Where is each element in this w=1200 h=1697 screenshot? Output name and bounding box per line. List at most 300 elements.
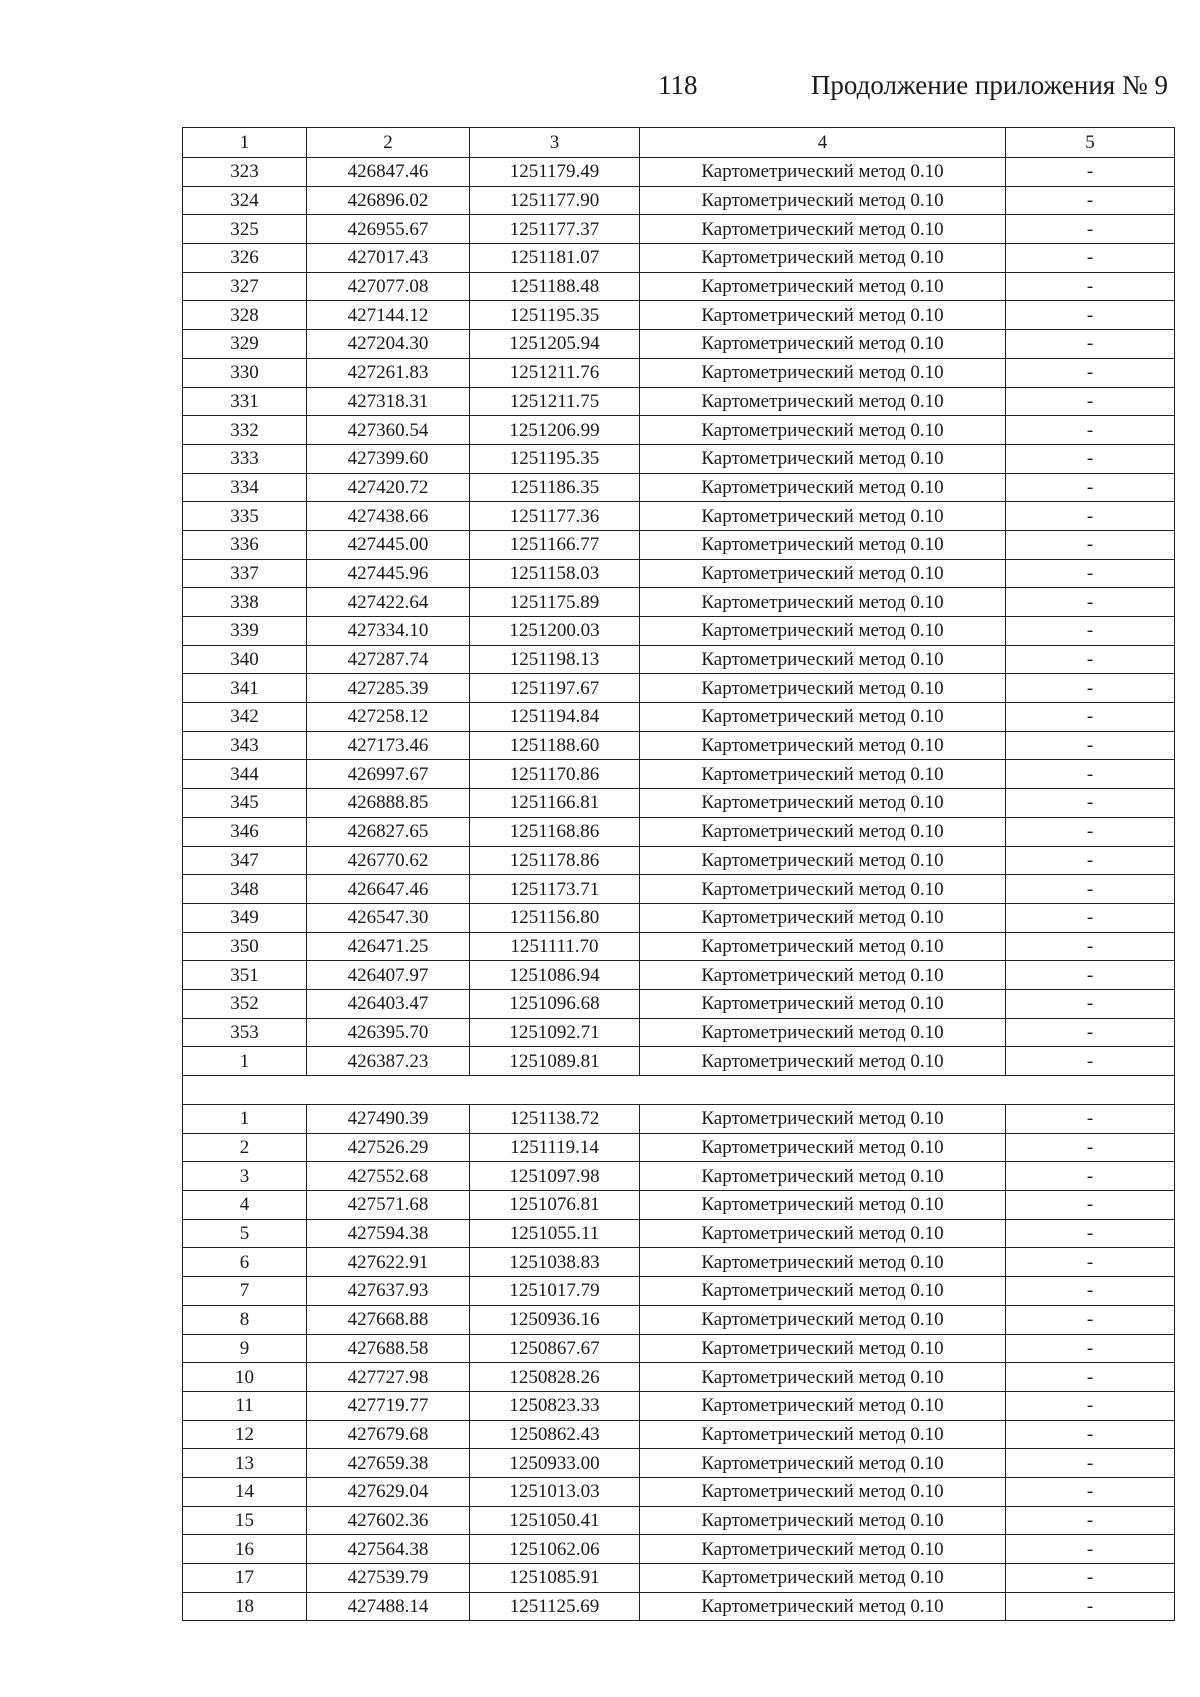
- table-row: [183, 1334, 1175, 1363]
- method-cell: Картометрический метод 0.10: [640, 330, 1006, 359]
- point-number-cell: 352: [183, 989, 307, 1018]
- point-number-cell: 339: [183, 617, 307, 646]
- point-number-cell: 344: [183, 760, 307, 789]
- x-coordinate-cell: 427445.96: [307, 559, 470, 588]
- method-cell: Картометрический метод 0.10: [640, 1592, 1006, 1621]
- point-number-cell: 328: [183, 301, 307, 330]
- mark-cell: -: [1006, 1477, 1175, 1506]
- point-number-cell: 334: [183, 473, 307, 502]
- y-coordinate-cell: 1250828.26: [470, 1363, 640, 1392]
- x-coordinate-cell: 427526.29: [307, 1133, 470, 1162]
- y-coordinate-cell: 1251038.83: [470, 1248, 640, 1277]
- x-coordinate-cell: 427659.38: [307, 1449, 470, 1478]
- table-row: [183, 1363, 1175, 1392]
- x-coordinate-cell: 426471.25: [307, 932, 470, 961]
- mark-cell: -: [1006, 1592, 1175, 1621]
- point-number-cell: 15: [183, 1506, 307, 1535]
- mark-cell: -: [1006, 502, 1175, 531]
- y-coordinate-cell: 1251211.76: [470, 358, 640, 387]
- x-coordinate-cell: 427668.88: [307, 1305, 470, 1334]
- method-cell: Картометрический метод 0.10: [640, 674, 1006, 703]
- table-row: [183, 1391, 1175, 1420]
- table-row: [183, 846, 1175, 875]
- mark-cell: -: [1006, 1219, 1175, 1248]
- method-cell: Картометрический метод 0.10: [640, 301, 1006, 330]
- y-coordinate-cell: 1251181.07: [470, 244, 640, 273]
- y-coordinate-cell: 1251205.94: [470, 330, 640, 359]
- x-coordinate-cell: 427334.10: [307, 617, 470, 646]
- x-coordinate-cell: 426888.85: [307, 789, 470, 818]
- table-row: [183, 932, 1175, 961]
- x-coordinate-cell: 427488.14: [307, 1592, 470, 1621]
- method-cell: Картометрический метод 0.10: [640, 158, 1006, 187]
- y-coordinate-cell: 1251158.03: [470, 559, 640, 588]
- method-cell: Картометрический метод 0.10: [640, 473, 1006, 502]
- method-cell: Картометрический метод 0.10: [640, 1564, 1006, 1593]
- mark-cell: -: [1006, 875, 1175, 904]
- point-number-cell: 341: [183, 674, 307, 703]
- x-coordinate-cell: 426547.30: [307, 903, 470, 932]
- x-coordinate-cell: 427629.04: [307, 1477, 470, 1506]
- y-coordinate-cell: 1251211.75: [470, 387, 640, 416]
- point-number-cell: 1: [183, 1047, 307, 1076]
- y-coordinate-cell: 1251177.90: [470, 186, 640, 215]
- point-number-cell: 329: [183, 330, 307, 359]
- x-coordinate-cell: 426827.65: [307, 817, 470, 846]
- point-number-cell: 323: [183, 158, 307, 187]
- method-cell: Картометрический метод 0.10: [640, 617, 1006, 646]
- point-number-cell: 1: [183, 1105, 307, 1134]
- point-number-cell: 346: [183, 817, 307, 846]
- method-cell: Картометрический метод 0.10: [640, 1018, 1006, 1047]
- mark-cell: -: [1006, 1162, 1175, 1191]
- y-coordinate-cell: 1251197.67: [470, 674, 640, 703]
- mark-cell: -: [1006, 1363, 1175, 1392]
- table-row: [183, 502, 1175, 531]
- mark-cell: -: [1006, 1248, 1175, 1277]
- x-coordinate-cell: 426847.46: [307, 158, 470, 187]
- method-cell: Картометрический метод 0.10: [640, 760, 1006, 789]
- point-number-cell: 3: [183, 1162, 307, 1191]
- mark-cell: -: [1006, 1277, 1175, 1306]
- y-coordinate-cell: 1251085.91: [470, 1564, 640, 1593]
- y-coordinate-cell: 1251092.71: [470, 1018, 640, 1047]
- x-coordinate-cell: 426395.70: [307, 1018, 470, 1047]
- method-cell: Картометрический метод 0.10: [640, 645, 1006, 674]
- y-coordinate-cell: 1251062.06: [470, 1535, 640, 1564]
- method-cell: Картометрический метод 0.10: [640, 846, 1006, 875]
- point-number-cell: 17: [183, 1564, 307, 1593]
- y-coordinate-cell: 1250933.00: [470, 1449, 640, 1478]
- mark-cell: -: [1006, 1018, 1175, 1047]
- table-row: [183, 387, 1175, 416]
- mark-cell: -: [1006, 703, 1175, 732]
- point-number-cell: 347: [183, 846, 307, 875]
- x-coordinate-cell: 427622.91: [307, 1248, 470, 1277]
- mark-cell: -: [1006, 961, 1175, 990]
- mark-cell: -: [1006, 1506, 1175, 1535]
- column-header: 5: [1006, 128, 1175, 158]
- point-number-cell: 331: [183, 387, 307, 416]
- method-cell: Картометрический метод 0.10: [640, 502, 1006, 531]
- method-cell: Картометрический метод 0.10: [640, 387, 1006, 416]
- method-cell: Картометрический метод 0.10: [640, 186, 1006, 215]
- mark-cell: -: [1006, 789, 1175, 818]
- x-coordinate-cell: 426647.46: [307, 875, 470, 904]
- method-cell: Картометрический метод 0.10: [640, 530, 1006, 559]
- point-number-cell: 6: [183, 1248, 307, 1277]
- table-row: [183, 272, 1175, 301]
- point-number-cell: 10: [183, 1363, 307, 1392]
- y-coordinate-cell: 1251173.71: [470, 875, 640, 904]
- y-coordinate-cell: 1251097.98: [470, 1162, 640, 1191]
- x-coordinate-cell: 427594.38: [307, 1219, 470, 1248]
- mark-cell: -: [1006, 932, 1175, 961]
- mark-cell: -: [1006, 588, 1175, 617]
- mark-cell: -: [1006, 1133, 1175, 1162]
- point-number-cell: 8: [183, 1305, 307, 1334]
- table-row: [183, 186, 1175, 215]
- table-row: [183, 1477, 1175, 1506]
- y-coordinate-cell: 1251186.35: [470, 473, 640, 502]
- point-number-cell: 348: [183, 875, 307, 904]
- y-coordinate-cell: 1251188.48: [470, 272, 640, 301]
- y-coordinate-cell: 1251168.86: [470, 817, 640, 846]
- point-number-cell: 351: [183, 961, 307, 990]
- point-number-cell: 326: [183, 244, 307, 273]
- method-cell: Картометрический метод 0.10: [640, 1277, 1006, 1306]
- table-header-row: [183, 128, 1175, 158]
- table-row: [183, 875, 1175, 904]
- mark-cell: -: [1006, 760, 1175, 789]
- y-coordinate-cell: 1250823.33: [470, 1391, 640, 1420]
- method-cell: Картометрический метод 0.10: [640, 559, 1006, 588]
- table-row: [183, 617, 1175, 646]
- mark-cell: -: [1006, 1305, 1175, 1334]
- x-coordinate-cell: 427539.79: [307, 1564, 470, 1593]
- y-coordinate-cell: 1251188.60: [470, 731, 640, 760]
- x-coordinate-cell: 427287.74: [307, 645, 470, 674]
- coordinates-table-body: [183, 128, 1175, 1621]
- mark-cell: -: [1006, 731, 1175, 760]
- mark-cell: -: [1006, 1047, 1175, 1076]
- y-coordinate-cell: 1251200.03: [470, 617, 640, 646]
- table-row: [183, 961, 1175, 990]
- method-cell: Картометрический метод 0.10: [640, 358, 1006, 387]
- point-number-cell: 340: [183, 645, 307, 674]
- point-number-cell: 335: [183, 502, 307, 531]
- table-row: [183, 1277, 1175, 1306]
- x-coordinate-cell: 427637.93: [307, 1277, 470, 1306]
- method-cell: Картометрический метод 0.10: [640, 1334, 1006, 1363]
- method-cell: Картометрический метод 0.10: [640, 244, 1006, 273]
- x-coordinate-cell: 427719.77: [307, 1391, 470, 1420]
- y-coordinate-cell: 1250862.43: [470, 1420, 640, 1449]
- method-cell: Картометрический метод 0.10: [640, 903, 1006, 932]
- table-row: [183, 1047, 1175, 1076]
- method-cell: Картометрический метод 0.10: [640, 588, 1006, 617]
- point-number-cell: 338: [183, 588, 307, 617]
- mark-cell: -: [1006, 244, 1175, 273]
- y-coordinate-cell: 1251179.49: [470, 158, 640, 187]
- y-coordinate-cell: 1251017.79: [470, 1277, 640, 1306]
- method-cell: Картометрический метод 0.10: [640, 1535, 1006, 1564]
- y-coordinate-cell: 1251055.11: [470, 1219, 640, 1248]
- x-coordinate-cell: 427422.64: [307, 588, 470, 617]
- method-cell: Картометрический метод 0.10: [640, 1391, 1006, 1420]
- point-number-cell: 11: [183, 1391, 307, 1420]
- table-row: [183, 530, 1175, 559]
- y-coordinate-cell: 1251138.72: [470, 1105, 640, 1134]
- method-cell: Картометрический метод 0.10: [640, 789, 1006, 818]
- y-coordinate-cell: 1251177.36: [470, 502, 640, 531]
- mark-cell: -: [1006, 416, 1175, 445]
- table-row: [183, 1191, 1175, 1220]
- y-coordinate-cell: 1251194.84: [470, 703, 640, 732]
- x-coordinate-cell: 427564.38: [307, 1535, 470, 1564]
- mark-cell: -: [1006, 903, 1175, 932]
- x-coordinate-cell: 427438.66: [307, 502, 470, 531]
- y-coordinate-cell: 1251206.99: [470, 416, 640, 445]
- x-coordinate-cell: 427261.83: [307, 358, 470, 387]
- method-cell: Картометрический метод 0.10: [640, 1162, 1006, 1191]
- table-row: [183, 903, 1175, 932]
- y-coordinate-cell: 1251195.35: [470, 301, 640, 330]
- x-coordinate-cell: 427602.36: [307, 1506, 470, 1535]
- x-coordinate-cell: 426770.62: [307, 846, 470, 875]
- table-row: [183, 1219, 1175, 1248]
- x-coordinate-cell: 427399.60: [307, 444, 470, 473]
- method-cell: Картометрический метод 0.10: [640, 703, 1006, 732]
- x-coordinate-cell: 426997.67: [307, 760, 470, 789]
- method-cell: Картометрический метод 0.10: [640, 817, 1006, 846]
- y-coordinate-cell: 1251178.86: [470, 846, 640, 875]
- table-row: [183, 301, 1175, 330]
- column-header: 2: [307, 128, 470, 158]
- point-number-cell: 13: [183, 1449, 307, 1478]
- y-coordinate-cell: 1251166.77: [470, 530, 640, 559]
- y-coordinate-cell: 1251119.14: [470, 1133, 640, 1162]
- x-coordinate-cell: 427017.43: [307, 244, 470, 273]
- method-cell: Картометрический метод 0.10: [640, 1105, 1006, 1134]
- x-coordinate-cell: 427727.98: [307, 1363, 470, 1392]
- y-coordinate-cell: 1250867.67: [470, 1334, 640, 1363]
- y-coordinate-cell: 1251086.94: [470, 961, 640, 990]
- mark-cell: -: [1006, 846, 1175, 875]
- method-cell: Картометрический метод 0.10: [640, 1363, 1006, 1392]
- point-number-cell: 337: [183, 559, 307, 588]
- point-number-cell: 12: [183, 1420, 307, 1449]
- table-row: [183, 1449, 1175, 1478]
- mark-cell: -: [1006, 1449, 1175, 1478]
- x-coordinate-cell: 427552.68: [307, 1162, 470, 1191]
- method-cell: Картометрический метод 0.10: [640, 1133, 1006, 1162]
- table-row: [183, 645, 1175, 674]
- y-coordinate-cell: 1251111.70: [470, 932, 640, 961]
- mark-cell: -: [1006, 358, 1175, 387]
- mark-cell: -: [1006, 330, 1175, 359]
- method-cell: Картометрический метод 0.10: [640, 444, 1006, 473]
- point-number-cell: 343: [183, 731, 307, 760]
- y-coordinate-cell: 1251166.81: [470, 789, 640, 818]
- x-coordinate-cell: 427360.54: [307, 416, 470, 445]
- x-coordinate-cell: 427445.00: [307, 530, 470, 559]
- y-coordinate-cell: 1251195.35: [470, 444, 640, 473]
- x-coordinate-cell: 427285.39: [307, 674, 470, 703]
- x-coordinate-cell: 427679.68: [307, 1420, 470, 1449]
- mark-cell: -: [1006, 989, 1175, 1018]
- y-coordinate-cell: 1251050.41: [470, 1506, 640, 1535]
- x-coordinate-cell: 427490.39: [307, 1105, 470, 1134]
- x-coordinate-cell: 427204.30: [307, 330, 470, 359]
- table-row: [183, 559, 1175, 588]
- y-coordinate-cell: 1251198.13: [470, 645, 640, 674]
- mark-cell: -: [1006, 1334, 1175, 1363]
- mark-cell: -: [1006, 1420, 1175, 1449]
- table-row: [183, 789, 1175, 818]
- point-number-cell: 2: [183, 1133, 307, 1162]
- table-row: [183, 215, 1175, 244]
- x-coordinate-cell: 426387.23: [307, 1047, 470, 1076]
- coordinates-table: [182, 127, 1175, 1621]
- method-cell: Картометрический метод 0.10: [640, 1420, 1006, 1449]
- y-coordinate-cell: 1251096.68: [470, 989, 640, 1018]
- table-row: [183, 1420, 1175, 1449]
- x-coordinate-cell: 427318.31: [307, 387, 470, 416]
- method-cell: Картометрический метод 0.10: [640, 1477, 1006, 1506]
- x-coordinate-cell: 426407.97: [307, 961, 470, 990]
- table-row: [183, 358, 1175, 387]
- table-row: [183, 330, 1175, 359]
- x-coordinate-cell: 427571.68: [307, 1191, 470, 1220]
- table-row: [183, 760, 1175, 789]
- mark-cell: -: [1006, 1564, 1175, 1593]
- x-coordinate-cell: 427144.12: [307, 301, 470, 330]
- method-cell: Картометрический метод 0.10: [640, 932, 1006, 961]
- method-cell: Картометрический метод 0.10: [640, 1047, 1006, 1076]
- point-number-cell: 336: [183, 530, 307, 559]
- y-coordinate-cell: 1251177.37: [470, 215, 640, 244]
- point-number-cell: 327: [183, 272, 307, 301]
- column-header: 4: [640, 128, 1006, 158]
- point-number-cell: 18: [183, 1592, 307, 1621]
- mark-cell: -: [1006, 186, 1175, 215]
- mark-cell: -: [1006, 645, 1175, 674]
- mark-cell: -: [1006, 1191, 1175, 1220]
- table-row: [183, 1506, 1175, 1535]
- table-row: [183, 1133, 1175, 1162]
- y-coordinate-cell: 1251013.03: [470, 1477, 640, 1506]
- table-row: [183, 703, 1175, 732]
- x-coordinate-cell: 426955.67: [307, 215, 470, 244]
- y-coordinate-cell: 1251170.86: [470, 760, 640, 789]
- point-number-cell: 4: [183, 1191, 307, 1220]
- table-row: [183, 1018, 1175, 1047]
- point-number-cell: 345: [183, 789, 307, 818]
- x-coordinate-cell: 426896.02: [307, 186, 470, 215]
- page-title: Продолжение приложения № 9: [810, 70, 1168, 100]
- page-header: [0, 70, 1200, 110]
- table-row: [183, 416, 1175, 445]
- method-cell: Картометрический метод 0.10: [640, 1305, 1006, 1334]
- method-cell: Картометрический метод 0.10: [640, 731, 1006, 760]
- table-row: [183, 1535, 1175, 1564]
- mark-cell: -: [1006, 444, 1175, 473]
- point-number-cell: 325: [183, 215, 307, 244]
- point-number-cell: 330: [183, 358, 307, 387]
- mark-cell: -: [1006, 473, 1175, 502]
- column-header: 3: [470, 128, 640, 158]
- method-cell: Картометрический метод 0.10: [640, 215, 1006, 244]
- table-row: [183, 1248, 1175, 1277]
- table-row: [183, 1564, 1175, 1593]
- table-row: [183, 1105, 1175, 1134]
- method-cell: Картометрический метод 0.10: [640, 416, 1006, 445]
- table-row: [183, 674, 1175, 703]
- y-coordinate-cell: 1251125.69: [470, 1592, 640, 1621]
- method-cell: Картометрический метод 0.10: [640, 1449, 1006, 1478]
- table-row: [183, 1162, 1175, 1191]
- table-row: [183, 158, 1175, 187]
- method-cell: Картометрический метод 0.10: [640, 272, 1006, 301]
- table-row: [183, 473, 1175, 502]
- method-cell: Картометрический метод 0.10: [640, 1506, 1006, 1535]
- section-separator-cell: [183, 1076, 1175, 1105]
- mark-cell: -: [1006, 530, 1175, 559]
- y-coordinate-cell: 1251076.81: [470, 1191, 640, 1220]
- x-coordinate-cell: 427420.72: [307, 473, 470, 502]
- y-coordinate-cell: 1251156.80: [470, 903, 640, 932]
- mark-cell: -: [1006, 1105, 1175, 1134]
- section-separator-row: [183, 1076, 1175, 1105]
- table-row: [183, 817, 1175, 846]
- mark-cell: -: [1006, 272, 1175, 301]
- table-row: [183, 588, 1175, 617]
- table-row: [183, 1305, 1175, 1334]
- mark-cell: -: [1006, 158, 1175, 187]
- mark-cell: -: [1006, 215, 1175, 244]
- mark-cell: -: [1006, 387, 1175, 416]
- mark-cell: -: [1006, 1535, 1175, 1564]
- mark-cell: -: [1006, 617, 1175, 646]
- table-row: [183, 989, 1175, 1018]
- point-number-cell: 333: [183, 444, 307, 473]
- point-number-cell: 7: [183, 1277, 307, 1306]
- x-coordinate-cell: 427077.08: [307, 272, 470, 301]
- method-cell: Картометрический метод 0.10: [640, 1191, 1006, 1220]
- mark-cell: -: [1006, 817, 1175, 846]
- method-cell: Картометрический метод 0.10: [640, 961, 1006, 990]
- x-coordinate-cell: 427258.12: [307, 703, 470, 732]
- point-number-cell: 332: [183, 416, 307, 445]
- column-header: 1: [183, 128, 307, 158]
- x-coordinate-cell: 426403.47: [307, 989, 470, 1018]
- x-coordinate-cell: 427173.46: [307, 731, 470, 760]
- mark-cell: -: [1006, 674, 1175, 703]
- point-number-cell: 9: [183, 1334, 307, 1363]
- point-number-cell: 14: [183, 1477, 307, 1506]
- point-number-cell: 349: [183, 903, 307, 932]
- point-number-cell: 5: [183, 1219, 307, 1248]
- mark-cell: -: [1006, 559, 1175, 588]
- x-coordinate-cell: 427688.58: [307, 1334, 470, 1363]
- point-number-cell: 353: [183, 1018, 307, 1047]
- point-number-cell: 350: [183, 932, 307, 961]
- point-number-cell: 324: [183, 186, 307, 215]
- point-number-cell: 16: [183, 1535, 307, 1564]
- method-cell: Картометрический метод 0.10: [640, 989, 1006, 1018]
- mark-cell: -: [1006, 301, 1175, 330]
